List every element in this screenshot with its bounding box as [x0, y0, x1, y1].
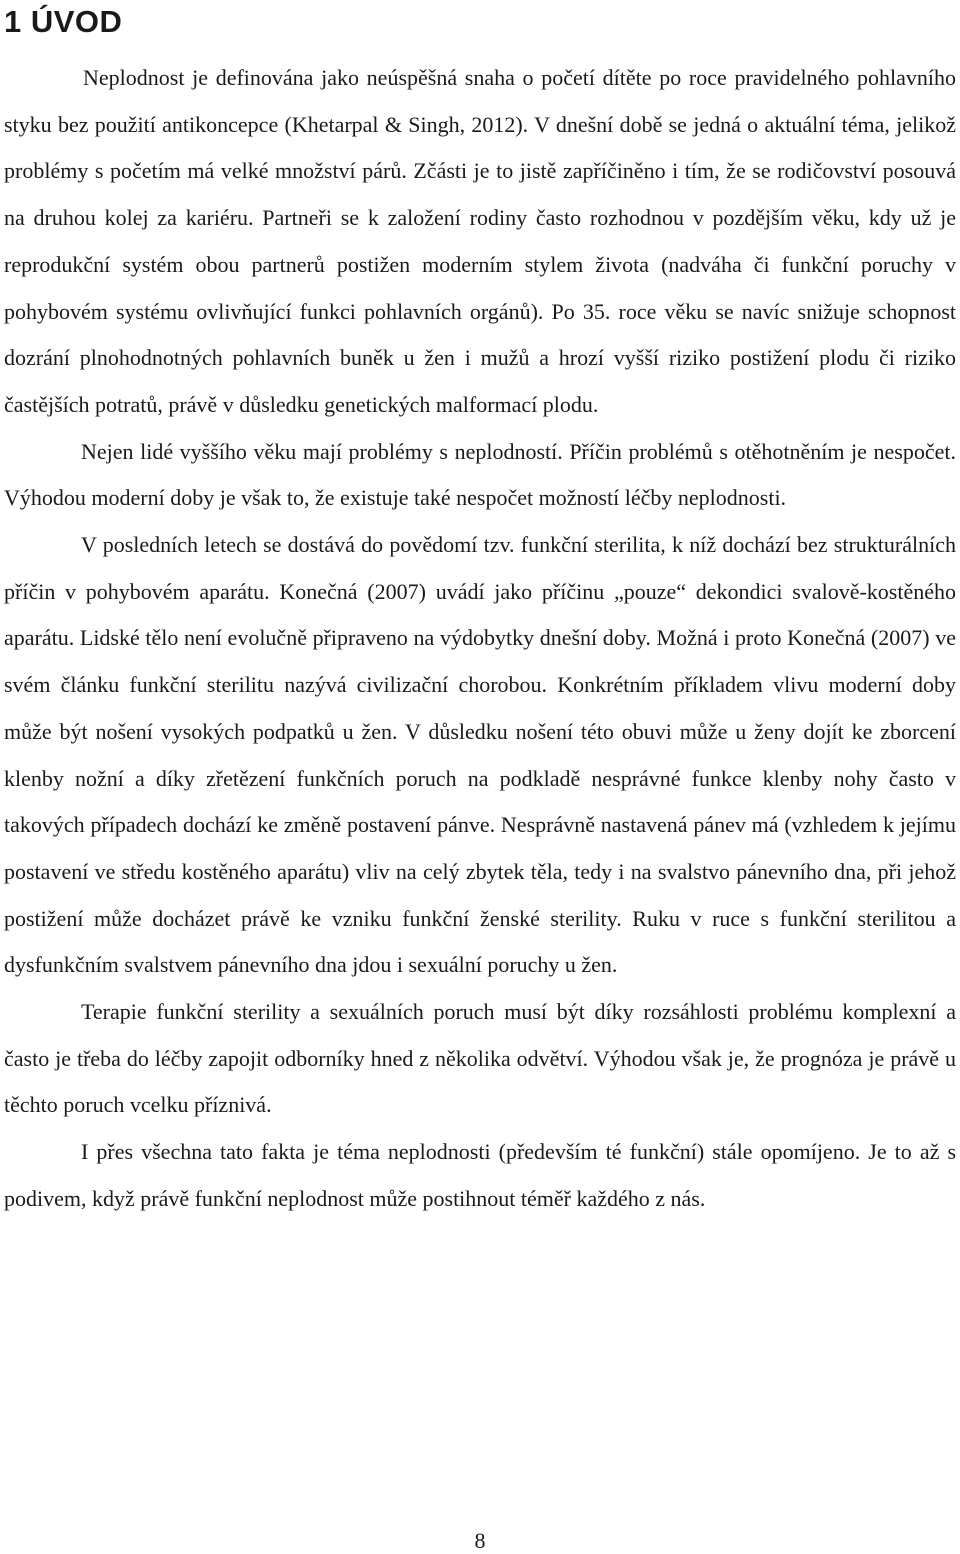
- paragraph-infertility-definition: Neplodnost je definována jako neúspěšná snaha o početí dítěte po roce pravidelného pohlavního styku bez použití antikoncepce (Khetarpal & Singh, 2012). V dnešní době se jedná o aktuální téma, jelikož problémy s početím má velké množství párů. Zčásti je to jistě zapříčiněno i tím, že se rodičovství posouvá na druhou kolej za kariéru. Partneři se k založení rodiny často rozhodnou v pozdějším věku, kdy už je reprodukční systém obou partnerů postižen moderním stylem života (nadváha či funkční poruchy v pohybovém systému ovlivňující funkci pohlavních orgánů). Po 35. roce věku se navíc snižuje schopnost dozrání plnohodnotných pohlavních buněk u žen i mužů a hrozí vyšší riziko postižení plodu či riziko častějších potratů, právě v důsledku genetických malformací plodu.: [4, 65, 956, 417]
- page-number: 8: [474, 1528, 486, 1553]
- paragraph-age-and-treatment: Nejen lidé vyššího věku mají problémy s neplodností. Příčin problémů s otěhotněním je nespočet. Výhodou moderní doby je však to, že existuje také nespočet možností léčby neplodnosti.: [4, 438, 956, 511]
- document-body: [4, 55, 956, 1223]
- paragraph-functional-sterility: V posledních letech se dostává do povědomí tzv. funkční sterilita, k níž dochází bez strukturálních příčin v pohybovém aparátu. Konečná (2007) uvádí jako příčinu „pouze“ dekondici svalově-kostěného aparátu. Lidské tělo není evolučně připraveno na výdobytky dnešní doby. Možná i proto Konečná (2007) ve svém článku funkční sterilitu nazývá civilizační chorobou. Konkrétním příkladem vlivu moderní doby může být nošení vysokých podpatků u žen. V důsledku nošení této obuvi může u ženy dojít ke zborcení klenby nožní a díky zřetězení funkčních poruch na podkladě nesprávné funkce klenby nohy často v takových případech dochází ke změně postavení pánve. Nesprávně nastavená pánev má (vzhledem k jejímu postavení ve středu kostěného aparátu) vliv na celý zbytek těla, tedy i na svalstvo pánevního dna, při jehož postižení může docházet právě ke vzniku funkční ženské sterility. Ruku v ruce s funkční sterilitou a dysfunkčním svalstvem pánevního dna jdou i sexuální poruchy u žen.: [4, 532, 956, 978]
- section-heading: 1 ÚVOD: [4, 4, 123, 39]
- paragraph-conclusion: I přes všechna tato fakta je téma neplodnosti (především té funkční) stále opomíjeno. Je to až s podivem, když právě funkční neplodnost může postihnout téměř každého z nás.: [4, 1139, 956, 1211]
- paragraph-therapy: Terapie funkční sterility a sexuálních poruch musí být díky rozsáhlosti problému komplexní a často je třeba do léčby zapojit odborníky hned z několika odvětví. Výhodou však je, že prognóza je právě u těchto poruch vcelku příznivá.: [4, 999, 956, 1118]
